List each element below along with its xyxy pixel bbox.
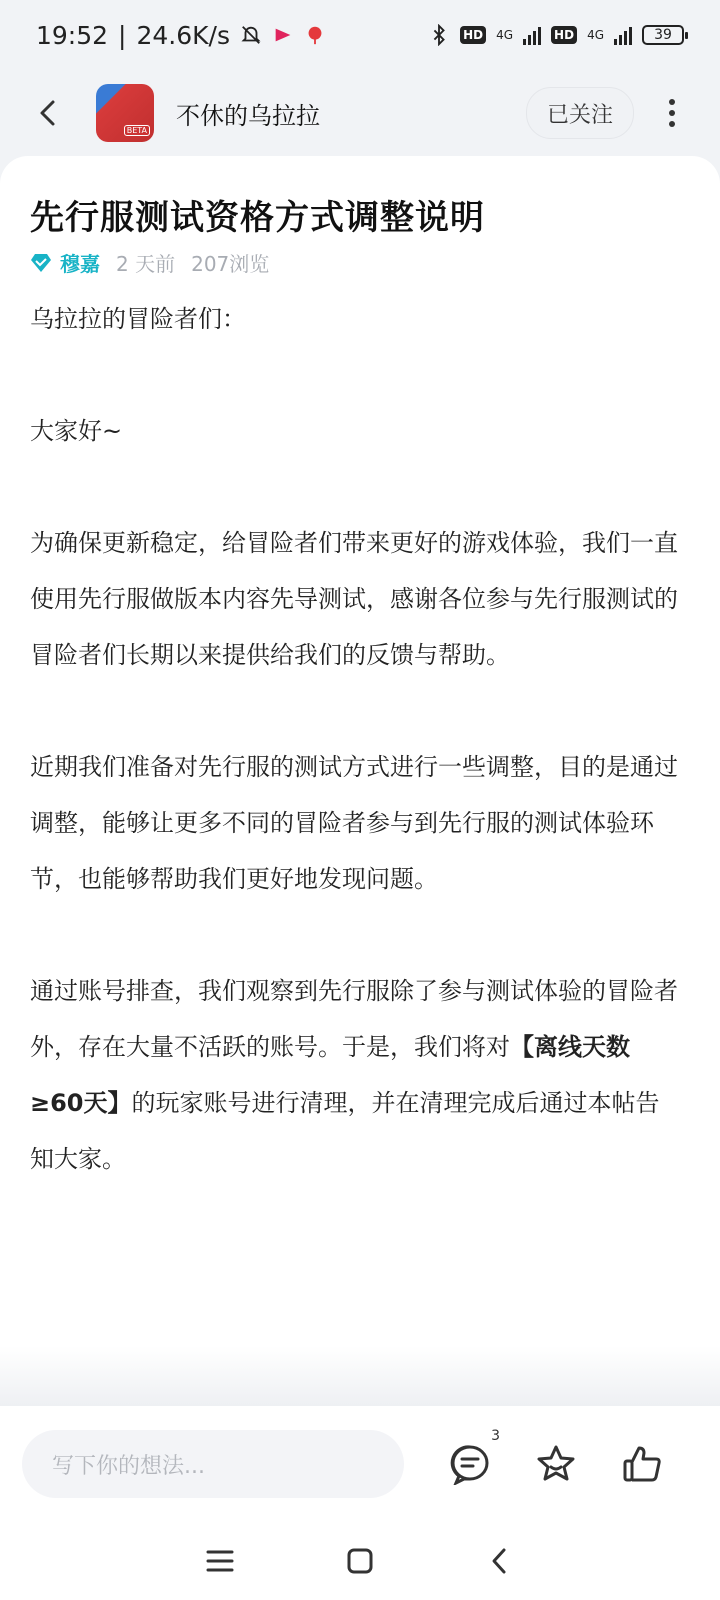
bottom-action-bar	[0, 1406, 720, 1522]
comment-icon	[449, 1443, 491, 1485]
system-nav-bar	[0, 1522, 720, 1600]
star-icon	[535, 1443, 577, 1485]
thumbs-up-icon	[621, 1443, 663, 1485]
menu-icon	[205, 1548, 235, 1574]
network-type-2: 4G	[587, 28, 604, 42]
app-icon[interactable]	[96, 84, 154, 142]
comment-button[interactable]	[440, 1428, 500, 1494]
favorite-button[interactable]	[526, 1434, 586, 1494]
post-meta	[30, 248, 269, 277]
status-bar	[0, 0, 720, 70]
content-fade	[0, 1346, 720, 1406]
more-options-icon[interactable]	[652, 93, 692, 133]
app-icon-badge: BETA	[124, 125, 150, 136]
status-time: 19:52	[36, 20, 109, 50]
battery-icon	[642, 25, 684, 45]
paragraph-hello: 大家好~	[30, 417, 123, 445]
comment-input[interactable]: 写下你的想法...	[22, 1430, 404, 1498]
signal-icon-1	[523, 25, 541, 45]
paragraph-intro: 为确保更新稳定，给冒险者们带来更好的游戏体验，我们一直使用先行服做版本内容先导测试，感谢各位参与先行服测试的冒险者们长期以来提供给我们的反馈与帮助。	[30, 529, 678, 669]
comment-count: 3	[491, 1428, 500, 1444]
paragraph-adjustment: 近期我们准备对先行服的测试方式进行一些调整，目的是通过调整，能够让更多不同的冒险者参与到先行服的测试体验环节，也能够帮助我们更好地发现问题。	[30, 753, 678, 893]
back-nav-button[interactable]	[475, 1536, 525, 1586]
network-type-1: 4G	[496, 28, 514, 42]
follow-button[interactable]: 已关注	[526, 87, 634, 139]
post-body	[30, 291, 680, 1243]
mute-icon	[240, 24, 262, 46]
home-square-icon	[345, 1546, 375, 1576]
like-button[interactable]	[612, 1434, 672, 1494]
author-name[interactable]: 穆嘉	[60, 252, 100, 276]
verified-diamond-icon	[30, 253, 52, 273]
hd-badge-2: HD	[551, 26, 577, 44]
back-triangle-icon	[485, 1546, 515, 1576]
header	[0, 70, 720, 156]
signal-icon-2	[614, 25, 632, 45]
status-divider: |	[118, 20, 127, 50]
bluetooth-icon	[428, 24, 450, 46]
status-right	[428, 24, 684, 46]
back-arrow-icon	[33, 98, 63, 128]
post-title: 先行服测试资格方式调整说明	[30, 198, 485, 238]
paragraph-greeting: 乌拉拉的冒险者们：	[30, 305, 246, 333]
status-speed: 24.6K/s	[136, 20, 230, 50]
post-card	[0, 156, 720, 1406]
post-time: 2 天前	[116, 252, 176, 276]
offline-days-highlight: 【离线天数≥60天】	[30, 1033, 630, 1117]
back-button[interactable]	[28, 93, 68, 133]
paragraph-cleanup-a: 通过账号排查，我们观察到先行服除了参与测试体验的冒险者外，存在大量不活跃的账号。于是，我们将对	[30, 977, 678, 1061]
menu-nav-button[interactable]	[195, 1536, 245, 1586]
hd-badge-1: HD	[460, 26, 486, 44]
location-notification-icon	[304, 24, 326, 46]
app-notification-icon	[272, 24, 294, 46]
paragraph-cleanup-b: 的玩家账号进行清理，并在清理完成后通过本帖告知大家。	[30, 1089, 660, 1173]
header-title[interactable]: 不休的乌拉拉	[176, 101, 320, 130]
status-left	[36, 21, 326, 50]
battery-level: 39	[654, 27, 672, 43]
post-views: 207浏览	[191, 252, 270, 276]
home-nav-button[interactable]	[335, 1536, 385, 1586]
paragraph-cleanup	[30, 963, 680, 1187]
